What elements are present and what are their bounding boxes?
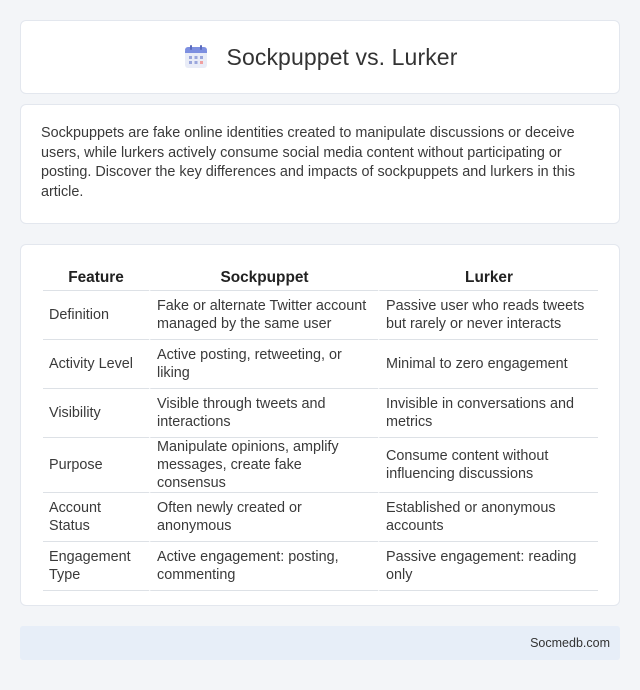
intro-paragraph: Sockpuppets are fake online identities created to manipulate discussions or deceive users, while lurkers actively consume social media content without participating or posting. Discover the key differences and impacts of sockpuppets and lurkers in this article.: [41, 125, 576, 200]
sockpuppet-cell: Often newly created or anonymous: [149, 493, 378, 542]
table-row: [43, 542, 598, 591]
column-header: Feature: [43, 264, 149, 291]
lurker-cell: Passive user who reads tweets but rarely or never interacts: [378, 291, 598, 340]
table-row: [43, 438, 598, 493]
sockpuppet-cell: Active posting, retweeting, or liking: [149, 340, 378, 389]
column-header: Lurker: [378, 264, 598, 291]
lurker-cell: Consume content without influencing discussions: [378, 438, 598, 493]
table-row: [43, 291, 598, 340]
table-row: [43, 389, 598, 438]
footer-site-link[interactable]: Socmedb.com: [530, 636, 610, 650]
footer-bar: [20, 626, 620, 660]
table-row: [43, 493, 598, 542]
table-row: [43, 340, 598, 389]
feature-cell: Definition: [43, 291, 149, 340]
lurker-cell: Established or anonymous accounts: [378, 493, 598, 542]
feature-cell: Purpose: [43, 438, 149, 493]
intro-card: [20, 104, 620, 224]
column-header: Sockpuppet: [149, 264, 378, 291]
sockpuppet-cell: Fake or alternate Twitter account managed by the same user: [149, 291, 378, 340]
table-header-row: [43, 264, 598, 291]
feature-cell: Visibility: [43, 389, 149, 438]
comparison-card: [20, 244, 620, 606]
feature-cell: Engagement Type: [43, 542, 149, 591]
page-title: Sockpuppet vs. Lurker: [226, 43, 458, 70]
comparison-table: [43, 264, 598, 591]
title-wrap: [183, 44, 458, 71]
sockpuppet-cell: Visible through tweets and interactions: [149, 389, 378, 438]
feature-cell: Activity Level: [43, 340, 149, 389]
sockpuppet-cell: Manipulate opinions, amplify messages, create fake consensus: [149, 438, 378, 493]
lurker-cell: Passive engagement: reading only: [378, 542, 598, 591]
lurker-cell: Minimal to zero engagement: [378, 340, 598, 389]
sockpuppet-cell: Active engagement: posting, commenting: [149, 542, 378, 591]
title-card: [20, 20, 620, 94]
feature-cell: Account Status: [43, 493, 149, 542]
calendar-icon: [183, 44, 209, 70]
lurker-cell: Invisible in conversations and metrics: [378, 389, 598, 438]
